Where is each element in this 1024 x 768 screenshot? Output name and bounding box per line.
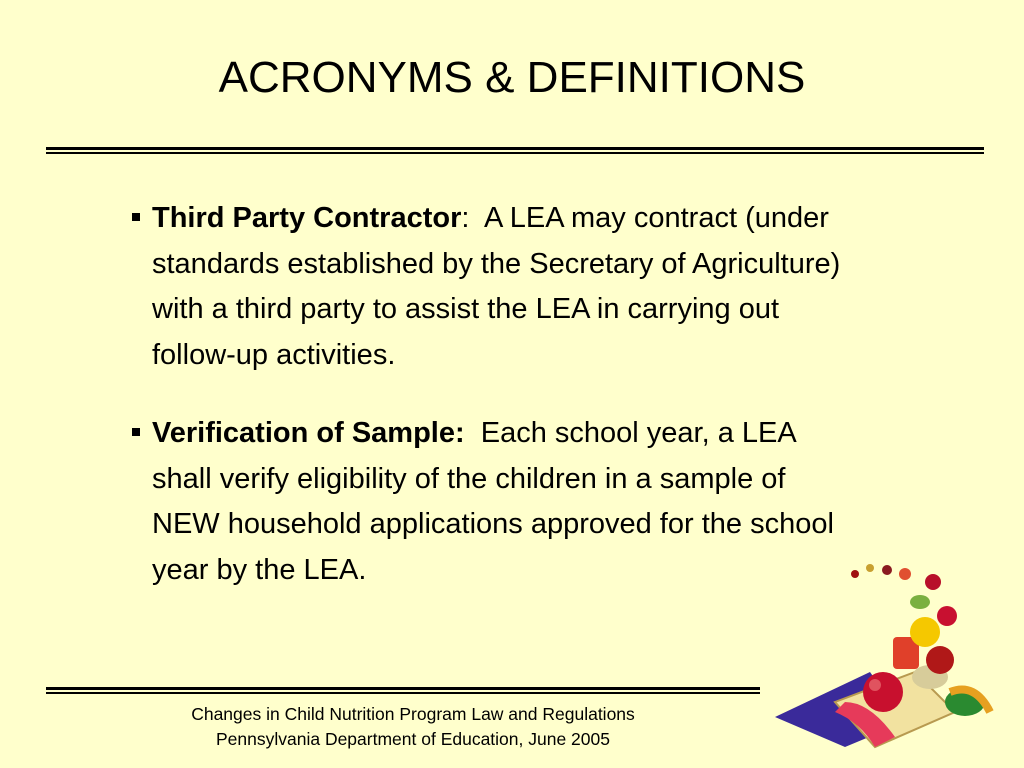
pepper-icon [910, 617, 940, 647]
bottom-divider [46, 687, 760, 694]
berry-icon [899, 568, 911, 580]
footer [0, 702, 826, 752]
cherry-icon [925, 574, 941, 590]
bullet-item [152, 411, 852, 593]
bullet-square-icon [132, 428, 140, 436]
apple-icon [863, 672, 903, 712]
bullet-definition: Each school year, a LEA shall verify eligibility of the children in a sample of NEW household applications approved for the school year by the LEA. [152, 417, 842, 586]
strawberry-icon [937, 606, 957, 626]
leaf-icon [910, 595, 930, 609]
nut-icon [866, 564, 874, 572]
tomato-icon [926, 646, 954, 674]
footer-line-1: Changes in Child Nutrition Program Law and Regulations [191, 704, 635, 724]
grape-icon [882, 565, 892, 575]
bullet-square-icon [132, 213, 140, 221]
book-fruit-clipart [775, 552, 1015, 752]
bullet-list [152, 196, 852, 626]
bullet-term: Third Party Contractor [152, 202, 462, 234]
bullet-definition: A LEA may contract (under standards established by the Secretary of Agriculture) with a third party to assist the LEA in carrying out follow-up activities. [152, 202, 849, 371]
bullet-term: Verification of Sample: [152, 417, 465, 449]
slide-title: ACRONYMS & DEFINITIONS [218, 53, 806, 102]
footer-line-2: Pennsylvania Department of Education, June 2005 [215, 729, 610, 749]
bullet-separator: : [461, 202, 470, 234]
top-divider [46, 147, 984, 154]
bullet-item [152, 196, 852, 378]
